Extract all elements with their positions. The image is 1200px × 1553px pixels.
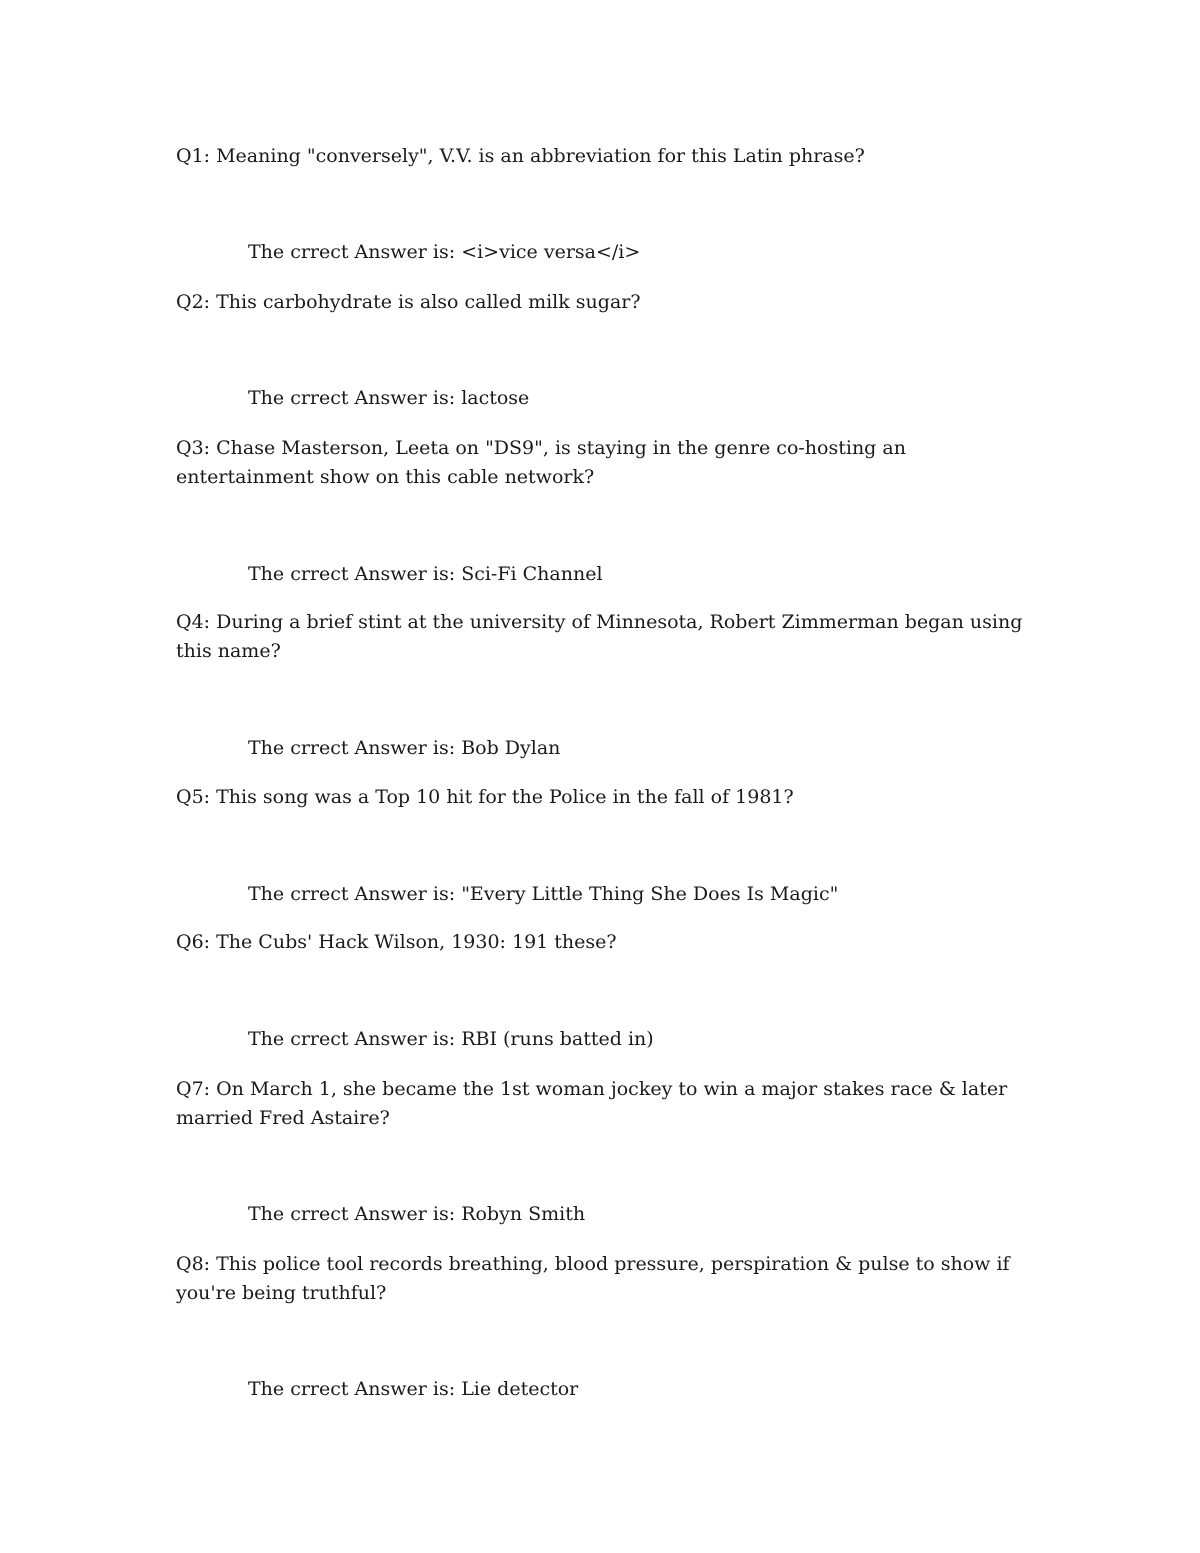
answer-text: Sci-Fi Channel	[461, 563, 603, 585]
question-5: Q5: This song was a Top 10 hit for the Police in the fall of 1981?	[176, 786, 794, 808]
answer-text: Robyn Smith	[461, 1203, 586, 1225]
answer-prefix: The crrect Answer is:	[248, 737, 456, 759]
question-3: Q3: Chase Masterson, Leeta on "DS9", is staying in the genre co-hosting an entertainment show on this cable network?	[176, 437, 906, 488]
answer-1	[248, 238, 1108, 267]
question-1: Q1: Meaning "conversely", V.V. is an abbreviation for this Latin phrase?	[176, 145, 865, 167]
answer-prefix: The crrect Answer is:	[248, 563, 456, 585]
answer-text: <i>vice versa</i>	[461, 241, 641, 263]
question-6: Q6: The Cubs' Hack Wilson, 1930: 191 these?	[176, 931, 617, 953]
answer-4	[248, 734, 1108, 763]
answer-text: RBI (runs batted in)	[461, 1028, 654, 1050]
answer-8	[248, 1375, 1108, 1404]
answer-text: lactose	[461, 387, 530, 409]
question-8: Q8: This police tool records breathing, blood pressure, perspiration & pulse to show if you're being truthful?	[176, 1253, 1010, 1304]
answer-prefix: The crrect Answer is:	[248, 241, 456, 263]
question-2: Q2: This carbohydrate is also called milk sugar?	[176, 291, 641, 313]
answer-7	[248, 1200, 1108, 1229]
question-4: Q4: During a brief stint at the university of Minnesota, Robert Zimmerman began using this name?	[176, 611, 1023, 662]
answer-6	[248, 1025, 1108, 1054]
answer-prefix: The crrect Answer is:	[248, 387, 456, 409]
answer-5	[248, 880, 1108, 909]
question-7: Q7: On March 1, she became the 1st woman jockey to win a major stakes race & later married Fred Astaire?	[176, 1078, 1008, 1129]
answer-prefix: The crrect Answer is:	[248, 1378, 456, 1400]
answer-2	[248, 384, 1108, 413]
answer-3	[248, 560, 1108, 589]
answer-prefix: The crrect Answer is:	[248, 1203, 456, 1225]
answer-prefix: The crrect Answer is:	[248, 883, 456, 905]
answer-text: "Every Little Thing She Does Is Magic"	[461, 883, 839, 905]
answer-prefix: The crrect Answer is:	[248, 1028, 456, 1050]
answer-text: Bob Dylan	[461, 737, 561, 759]
answer-text: Lie detector	[461, 1378, 579, 1400]
